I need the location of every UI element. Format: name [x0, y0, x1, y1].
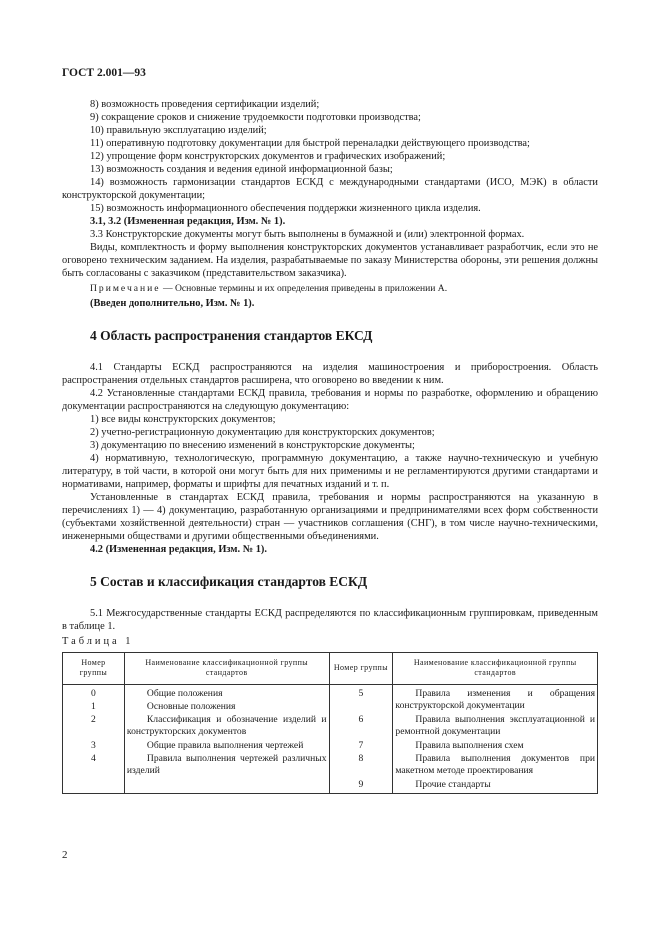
list-item-4: 4) нормативную, технологическую, программную документацию, а также научно-техническую и учебную литературу, в той части, в которой они могут быть для них применимы и не регламентируются другими стандартами и нормативами, например, форматы и шрифты для печатных изданий и т. п. — [62, 453, 598, 490]
right-num-8: 8 — [358, 753, 364, 764]
left-num-3: 3 — [91, 740, 96, 751]
item-8: 8) возможность проведения сертификации изделий; — [90, 99, 320, 110]
right-num-7: 7 — [358, 740, 364, 751]
left-numbers-cell — [63, 685, 125, 794]
page-header: ГОСТ 2.001—93 — [62, 67, 146, 79]
left-num-0: 0 — [91, 688, 96, 699]
table-header-row — [63, 653, 598, 685]
left-num-2: 2 — [91, 714, 96, 725]
paragraph-document-types: Виды, комплектность и форму выполнения конструкторских документов устанавливает разработчик, если это не оговорено техническим заданием. На изделия, разрабатываемые по заказу Министерства обороны, эти решения должны быть согласованы с заказчиком (представительством заказчика). — [62, 242, 598, 279]
item-12: 12) упрощение форм конструкторских документов и графических изображений; — [90, 151, 446, 162]
right-names-cell — [393, 685, 598, 794]
item-13: 13) возможность создания и ведения единой информационной базы; — [90, 164, 393, 175]
right-name-7: Правила выполнения схем — [415, 740, 524, 751]
header-group-name-right: Наименование классификационной группы стандартов — [393, 653, 598, 685]
page-number: 2 — [62, 849, 68, 861]
list-item-1: 1) все виды конструкторских документов; — [90, 414, 276, 425]
right-name-8: Правила выполнения документов при макетном методе проектирования — [395, 753, 595, 776]
paragraph-4-1: 4.1 Стандарты ЕСКД распространяются на изделия машиностроения и приборостроения. Область распространения отдельных стандартов расширена, что оговорено во введении к ним. — [62, 362, 598, 386]
paragraph-3-3: 3.3 Конструкторские документы могут быть выполнены в бумажной и (или) электронной формах. — [90, 229, 525, 240]
item-14: 14) возможность гармонизации стандартов ЕСКД с международными стандартами (ИСО, МЭК) в области конструкторской документации; — [62, 177, 598, 201]
page-content — [62, 98, 598, 794]
note-text: — Основные термины и их определения приведены в приложении А. — [160, 283, 448, 294]
left-name-3: Общие правила выполнения чертежей — [146, 740, 304, 751]
item-10: 10) правильную эксплуатацию изделий; — [90, 125, 267, 136]
left-num-4: 4 — [91, 753, 96, 764]
item-11: 11) оперативную подготовку документации для быстрой переналадки действующего производства; — [90, 138, 530, 149]
amendment-4-2: 4.2 (Измененная редакция, Изм. № 1). — [90, 544, 267, 555]
table-caption: Таблица 1 — [62, 636, 134, 647]
list-item-3: 3) документацию по внесению изменений в конструкторские документы; — [90, 440, 415, 451]
paragraph-established: Установленные в стандартах ЕСКД правила, требования и нормы распространяются на указанную в перечислениях 1) — 4) документацию, разработанную организациями и предпринимателями всех форм собственности (субъектами хозяйственной деятельности) стран — участников соглашения (СНГ), в том числе научно-техническими, инженерными обществами и другими общественными объединениями. — [62, 492, 598, 542]
right-num-9: 9 — [358, 779, 364, 790]
paragraph-4-2: 4.2 Установленные стандартами ЕСКД правила, требования и нормы по разработке, оформлению и обращению документации распространяются на следующую документацию: — [62, 388, 598, 412]
item-15: 15) возможность информационного обеспечения поддержки жизненного цикла изделия. — [90, 203, 481, 214]
left-name-1: Основные положения — [146, 701, 236, 712]
left-names-cell — [124, 685, 329, 794]
left-name-4: Правила выполнения чертежей различных изделий — [126, 753, 327, 776]
left-num-1: 1 — [91, 701, 96, 712]
note-label: Примечание — [90, 283, 161, 294]
list-item-2: 2) учетно-регистрационную документацию для конструкторских документов; — [90, 427, 435, 438]
section-5-title: 5 Состав и классификация стандартов ЕСКД — [90, 574, 368, 589]
right-name-9: Прочие стандарты — [415, 779, 491, 790]
header-group-number-right: Номер группы — [329, 653, 393, 685]
right-num-5: 5 — [358, 688, 364, 699]
right-name-5: Правила изменения и обращения конструкторской документации — [395, 688, 595, 711]
amendment-3-1-3-2: 3.1, 3.2 (Измененная редакция, Изм. № 1). — [90, 216, 286, 227]
note — [62, 282, 598, 295]
header-group-number-left: Номер группы — [63, 653, 125, 685]
left-name-0: Общие положения — [146, 688, 223, 699]
classification-table — [62, 652, 598, 794]
right-name-6: Правила выполнения эксплуатационной и ремонтной документации — [395, 714, 595, 737]
paragraph-5-1: 5.1 Межгосударственные стандарты ЕСКД распределяются по классификационным группировкам, приведенным в таблице 1. — [62, 608, 598, 632]
item-9: 9) сокращение сроков и снижение трудоемкости подготовки производства; — [90, 112, 421, 123]
table-body-row — [63, 685, 598, 794]
right-numbers-cell — [329, 685, 393, 794]
note-amendment: (Введен дополнительно, Изм. № 1). — [90, 298, 255, 309]
left-name-2: Классификация и обозначение изделий и конструкторских документов — [126, 714, 327, 737]
header-group-name-left: Наименование классификационной группы стандартов — [124, 653, 329, 685]
section-4-title: 4 Область распространения стандартов ЕКСД — [90, 328, 373, 343]
right-num-6: 6 — [358, 714, 364, 725]
